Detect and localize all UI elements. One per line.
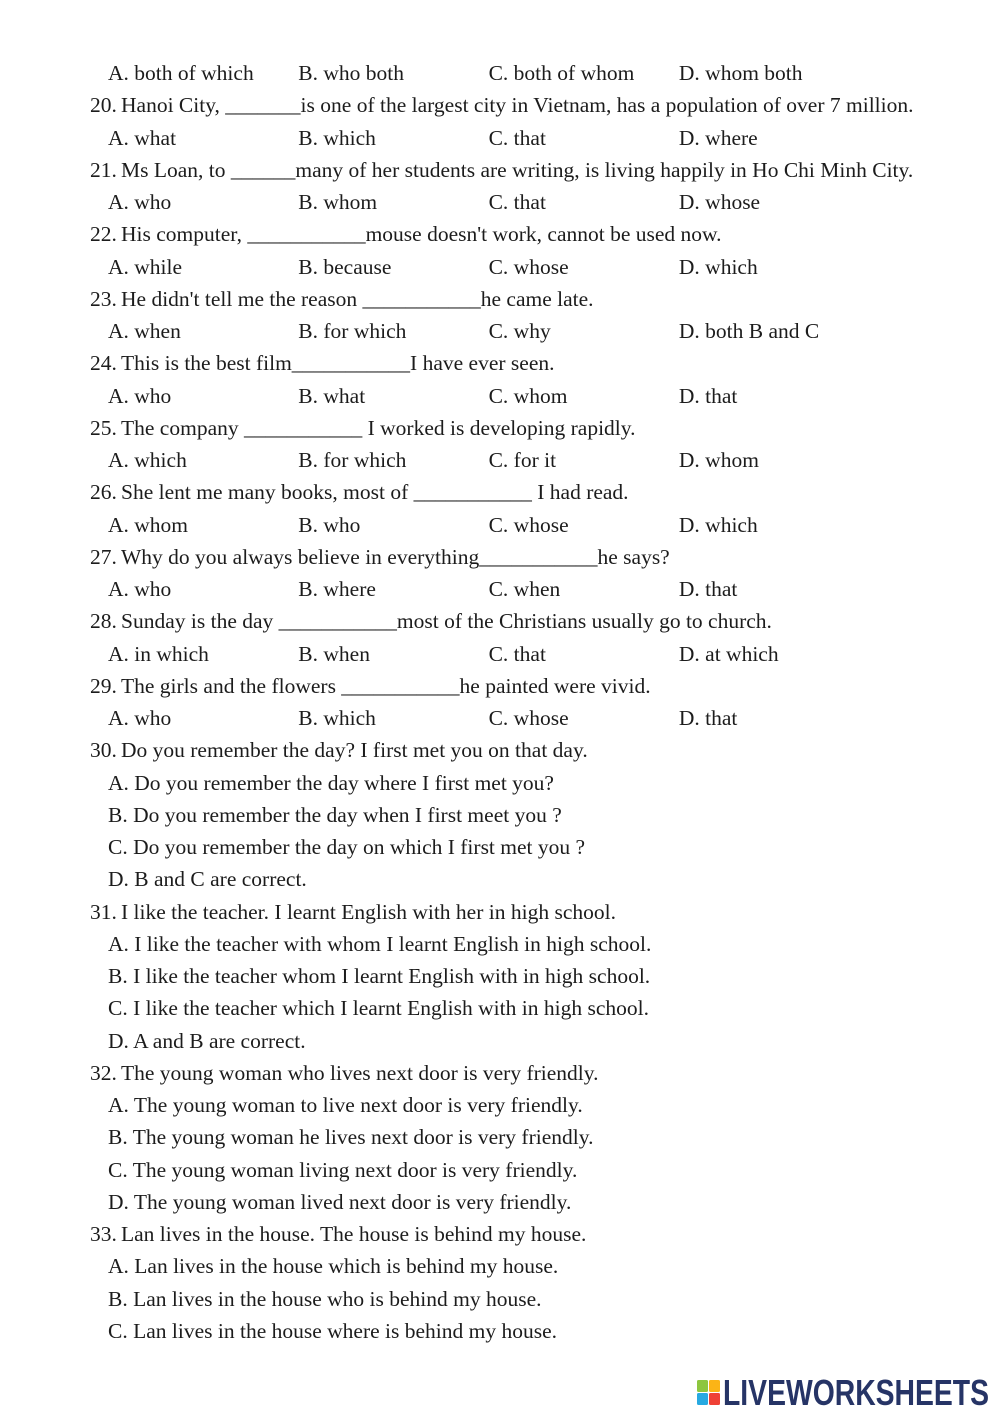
question-text: Why do you always believe in everything___________he says? — [121, 544, 670, 569]
options-group — [108, 186, 869, 218]
option-b: B. who both — [298, 61, 405, 85]
option-b: B. where — [298, 577, 376, 601]
question-number: 26. — [90, 480, 117, 505]
question-text: Sunday is the day ___________most of the Christians usually go to church. — [121, 609, 772, 634]
question-number: 21. — [90, 157, 117, 182]
option-b: B. who — [298, 512, 361, 537]
question-29 — [0, 670, 1000, 702]
options-row-24 — [0, 380, 1000, 412]
answer-line-b — [0, 799, 1000, 831]
answer-a: A. Lan lives in the house which is behind my house. — [108, 1254, 559, 1279]
answer-c: C. Lan lives in the house where is behind my house. — [108, 1318, 558, 1343]
answer-d: D. A and B are correct. — [108, 1028, 306, 1053]
option-d: D. whose — [678, 190, 761, 214]
question-20 — [0, 89, 1000, 121]
option-c: C. whose — [488, 512, 569, 537]
option-b: B. for which — [298, 448, 407, 472]
option-c: C. that — [488, 190, 546, 214]
answer-line-b — [0, 1121, 1000, 1153]
option-b: B. whom — [298, 190, 378, 214]
option-b: B. what — [298, 383, 366, 408]
question-number: 30. — [90, 738, 117, 763]
option-b: B. for which — [298, 319, 407, 343]
question-22 — [0, 218, 1000, 250]
answer-b: B. Lan lives in the house who is behind my house. — [108, 1286, 542, 1311]
answer-a: A. I like the teacher with whom I learnt English in high school. — [108, 931, 652, 956]
liveworksheets-icon — [697, 1380, 720, 1405]
option-c: C. that — [488, 125, 546, 150]
question-text: This is the best film___________I have ever seen. — [121, 351, 555, 376]
icon-tile-blue — [697, 1393, 708, 1405]
answer-line-c — [0, 1315, 1000, 1347]
options-row-29 — [0, 702, 1000, 734]
option-d: D. at which — [678, 641, 779, 666]
answer-c: C. Do you remember the day on which I first met you ? — [108, 835, 586, 859]
question-number: 33. — [90, 1222, 117, 1246]
option-c: C. that — [488, 641, 546, 666]
question-number: 27. — [90, 544, 117, 569]
question-text: Hanoi City, _______is one of the largest city in Vietnam, has a population of over 7 million. — [121, 93, 914, 118]
question-31 — [0, 896, 1000, 928]
icon-tile-red — [709, 1393, 720, 1405]
options-group — [108, 444, 869, 476]
option-c: C. both of whom — [488, 61, 635, 85]
option-d: D. whom both — [678, 61, 803, 85]
option-a: A. when — [108, 319, 181, 343]
options-group — [108, 638, 869, 670]
question-text: The company ___________ I worked is developing rapidly. — [121, 415, 636, 440]
option-a: A. who — [108, 190, 172, 214]
option-c: C. for it — [488, 448, 557, 472]
options-group — [108, 315, 869, 347]
option-c: C. whom — [488, 383, 568, 408]
option-d: D. which — [678, 512, 758, 537]
question-number: 22. — [90, 222, 117, 247]
answer-line-c — [0, 831, 1000, 863]
option-a: A. in which — [108, 641, 209, 666]
answer-d: D. The young woman lived next door is very friendly. — [108, 1189, 572, 1214]
option-c: C. why — [488, 319, 551, 343]
options-row-23 — [0, 315, 1000, 347]
option-d: D. that — [678, 706, 738, 730]
question-text: Ms Loan, to ______many of her students are writing, is living happily in Ho Chi Minh City. — [121, 157, 914, 182]
option-c: C. whose — [488, 706, 569, 730]
option-b: B. because — [298, 254, 392, 279]
options-row-28 — [0, 638, 1000, 670]
question-text: I like the teacher. I learnt English with her in high school. — [121, 899, 616, 924]
question-number: 32. — [90, 1060, 117, 1085]
question-text: He didn't tell me the reason ___________he came late. — [121, 286, 594, 311]
answer-b: B. Do you remember the day when I first meet you ? — [108, 802, 562, 827]
option-a: A. who — [108, 706, 172, 730]
option-a: A. what — [108, 125, 177, 150]
question-28 — [0, 605, 1000, 637]
icon-tile-yellow — [709, 1380, 720, 1392]
options-row-27 — [0, 573, 1000, 605]
question-number: 20. — [90, 93, 117, 118]
options-row-25 — [0, 444, 1000, 476]
options-row-19 — [0, 57, 1000, 89]
option-d: D. which — [678, 254, 758, 279]
question-text: The girls and the flowers ___________he painted were vivid. — [121, 673, 651, 698]
option-d: D. that — [678, 383, 738, 408]
option-d: D. whom — [678, 448, 759, 472]
option-a: A. whom — [108, 512, 189, 537]
icon-tile-green — [697, 1380, 708, 1392]
option-a: A. while — [108, 254, 183, 279]
question-number: 29. — [90, 673, 117, 698]
answer-line-c — [0, 1154, 1000, 1186]
option-b: B. which — [298, 125, 376, 150]
option-c: C. whose — [488, 254, 569, 279]
liveworksheets-logo — [695, 1374, 992, 1410]
options-group — [108, 251, 869, 283]
answer-b: B. The young woman he lives next door is very friendly. — [108, 1125, 594, 1150]
options-group — [108, 702, 869, 734]
question-24 — [0, 347, 1000, 379]
worksheet-page — [0, 57, 1000, 1347]
option-a: A. which — [108, 448, 187, 472]
option-d: D. that — [678, 577, 738, 601]
question-number: 25. — [90, 415, 117, 440]
options-group — [108, 380, 869, 412]
question-text: She lent me many books, most of ___________ I had read. — [121, 480, 629, 505]
option-c: C. when — [488, 577, 561, 601]
answer-line-b — [0, 1283, 1000, 1315]
answer-a: A. Do you remember the day where I first met you? — [108, 770, 554, 795]
question-number: 23. — [90, 286, 117, 311]
options-row-26 — [0, 509, 1000, 541]
answer-d: D. B and C are correct. — [108, 867, 307, 892]
question-text: His computer, ___________mouse doesn't work, cannot be used now. — [121, 222, 722, 247]
question-23 — [0, 283, 1000, 315]
question-33 — [0, 1218, 1000, 1250]
option-b: B. which — [298, 706, 376, 730]
question-text: The young woman who lives next door is very friendly. — [121, 1060, 599, 1085]
options-group — [108, 509, 869, 541]
answer-line-b — [0, 960, 1000, 992]
answer-c: C. The young woman living next door is very friendly. — [108, 1157, 578, 1182]
liveworksheets-logo-text: LIVEWORKSHEETS — [723, 1374, 989, 1410]
option-a: A. who — [108, 577, 172, 601]
answer-line-a — [0, 1250, 1000, 1282]
question-26 — [0, 476, 1000, 508]
question-number: 28. — [90, 609, 117, 634]
question-25 — [0, 412, 1000, 444]
answer-c: C. I like the teacher which I learnt English with in high school. — [108, 996, 649, 1021]
answer-line-a — [0, 767, 1000, 799]
options-row-22 — [0, 251, 1000, 283]
option-b: B. when — [298, 641, 370, 666]
option-d: D. both B and C — [678, 319, 820, 343]
options-group — [108, 122, 869, 154]
answer-line-a — [0, 928, 1000, 960]
answer-line-d — [0, 1186, 1000, 1218]
question-text: Do you remember the day? I first met you on that day. — [121, 738, 588, 763]
answer-b: B. I like the teacher whom I learnt English with in high school. — [108, 964, 651, 988]
question-number: 24. — [90, 351, 117, 376]
question-21 — [0, 154, 1000, 186]
question-text: Lan lives in the house. The house is behind my house. — [121, 1222, 587, 1246]
option-a: A. who — [108, 383, 172, 408]
options-group — [108, 57, 869, 89]
answer-line-d — [0, 1025, 1000, 1057]
answer-line-c — [0, 992, 1000, 1024]
question-32 — [0, 1057, 1000, 1089]
option-d: D. where — [678, 125, 758, 150]
question-number: 31. — [90, 899, 117, 924]
options-row-21 — [0, 186, 1000, 218]
answer-line-a — [0, 1089, 1000, 1121]
question-30 — [0, 734, 1000, 766]
answer-line-d — [0, 863, 1000, 895]
answer-a: A. The young woman to live next door is very friendly. — [108, 1093, 583, 1117]
options-row-20 — [0, 122, 1000, 154]
option-a: A. both of which — [108, 61, 254, 85]
question-27 — [0, 541, 1000, 573]
options-group — [108, 573, 869, 605]
